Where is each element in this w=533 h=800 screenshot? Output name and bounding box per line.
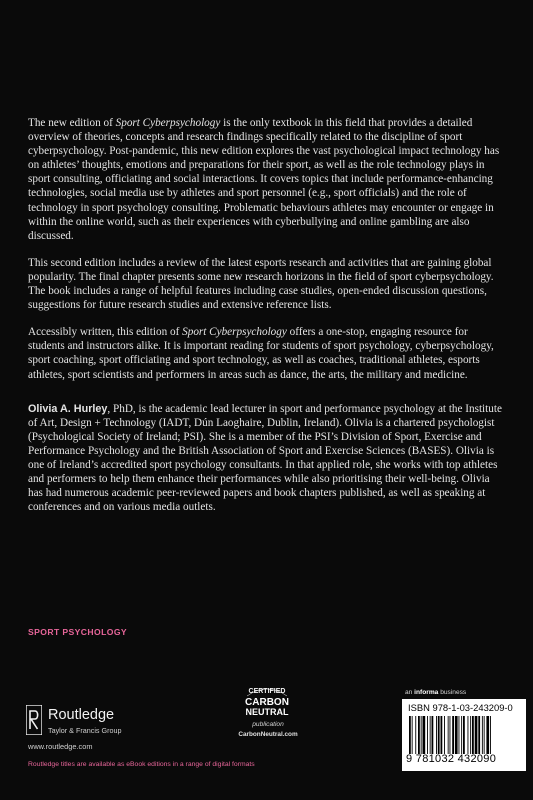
barcode-bar <box>452 716 454 754</box>
informa-business-tag <box>405 689 466 696</box>
text-segment: is the only textbook in this field that provides a detailed overview of theories, concepts and research findings specifically related to the discipline of sport cyberpsychology. Post-pandemic, this new edition explores the vast psychological impact technology has on athletes’ thoughts, emotions and preparations for their sport, as well as the role technology plays in sport consulting, officiating and social interactions. It covers topics that include performance-enhancing technologies, social media use by athletes and sport personnel (e.g., sport officials) and the role of technology in sport psychology consulting. Problematic behaviours athletes may encounter or engage in within the online world, such as their experiences with cyberbullying and online gambling are also discussed. <box>28 117 500 242</box>
back-cover-copy <box>28 116 506 527</box>
barcode-bar <box>430 716 431 754</box>
barcode-digits: 9 781032 432090 <box>406 753 497 765</box>
isbn-number: ISBN 978-1-03-243209-0 <box>408 702 513 713</box>
barcode-bar <box>432 716 434 754</box>
informa-word: informa <box>414 689 439 696</box>
text-segment: The new edition of <box>28 117 116 129</box>
barcode-bar <box>438 716 440 754</box>
informa-prefix: an <box>405 689 415 696</box>
author-bio-text: , PhD, is the academic lead lecturer in sport and performance psychology at the Institute of Art, Design + Technology (IADT, Dún Laoghaire, Dublin, Ireland). Olivia is a chartered psychologist (Psychological Society of Ireland; PSI). She is a member of the PSI’s Division of Sport, Exercise and Performance Psychology and the British Association of Sport and Exercise Sciences (BASES). Olivia is one of Ireland’s accredited sport psychology consultants. In that applied role, she works with top athletes and performers to help them enhance their performances while also prioritising their well-being. Olivia has had numerous academic peer-reviewed papers and book chapters published, as well as speaking at conferences and on various media outlets. <box>28 402 502 514</box>
text-segment: offers a one-stop, engaging resource for students and instructors alike. It is important reading for students of sport psychology, cyberpsychology, sport coaching, sport officiating and sport technology, as well as coaches, traditional athletes, esports athletes, sport scientists and performers in areas such as dance, the arts, the military and medicine. <box>28 326 494 381</box>
informa-suffix: business <box>438 689 467 696</box>
barcode-bar <box>441 716 443 754</box>
book-title-italic: Sport Cyberpsychology <box>115 117 221 129</box>
carbon-neutral-logo-icon <box>239 684 295 720</box>
barcode-bar <box>423 716 426 754</box>
barcode-bar <box>412 716 413 754</box>
publisher-name: Routledge <box>48 707 115 723</box>
barcode-bar <box>427 716 428 754</box>
barcode-bar <box>450 716 451 754</box>
barcode-bar <box>418 716 420 754</box>
neutral-text: NEUTRAL <box>245 707 289 717</box>
carbon-certified-text: CERTIFIED <box>248 688 286 695</box>
barcode-bar <box>461 716 462 754</box>
carbon-neutral-site: CarbonNeutral.com <box>238 731 298 738</box>
barcode-bar <box>484 716 485 754</box>
author-bio <box>28 402 506 515</box>
text-segment: Accessibly written, this edition of <box>28 326 183 339</box>
barcode-bar <box>475 716 478 754</box>
subject-category: SPORT PSYCHOLOGY <box>28 627 128 637</box>
barcode-bar <box>478 716 480 754</box>
ebook-note: Routledge titles are available as eBook editions in a range of digital formats <box>28 761 255 768</box>
barcode-bar <box>459 716 460 754</box>
barcode-bar <box>444 716 445 754</box>
barcode-bar <box>486 716 489 754</box>
carbon-text: CARBON <box>245 697 289 708</box>
carbon-neutral-badge <box>236 684 300 750</box>
barcode-bar <box>455 716 458 754</box>
barcode-bar <box>490 716 491 754</box>
description-paragraph-3 <box>28 325 506 381</box>
publisher-group: Taylor & Francis Group <box>48 726 122 735</box>
publisher-url[interactable]: www.routledge.com <box>28 742 93 751</box>
description-paragraph-1 <box>28 116 506 243</box>
author-name: Olivia A. Hurley <box>28 402 108 415</box>
barcode-bar <box>436 716 437 754</box>
routledge-mark-icon <box>26 705 42 735</box>
routledge-logo <box>26 705 186 745</box>
barcode-bar <box>470 716 471 754</box>
barcode-bar <box>468 716 469 754</box>
book-title-italic: Sport Cyberpsychology <box>182 326 287 339</box>
isbn-barcode <box>402 699 526 771</box>
barcode-bar <box>415 716 416 754</box>
barcode-bars-icon <box>407 716 523 754</box>
barcode-bar <box>463 716 465 754</box>
barcode-bar <box>472 716 474 754</box>
barcode-bar <box>409 716 411 754</box>
carbon-publication-label: publication <box>252 721 284 728</box>
barcode-bar <box>421 716 422 754</box>
barcode-bar <box>448 716 449 754</box>
barcode-bar <box>482 716 483 754</box>
description-paragraph-2: This second edition includes a review of the latest esports research and activities that are gaining global popularity. The final chapter presents some new research horizons in the field of sport cyberpsychology. The book includes a range of helpful features including case studies, open-ended discussion questions, suggestions for future research studies and extensive reference lists. <box>28 256 494 312</box>
